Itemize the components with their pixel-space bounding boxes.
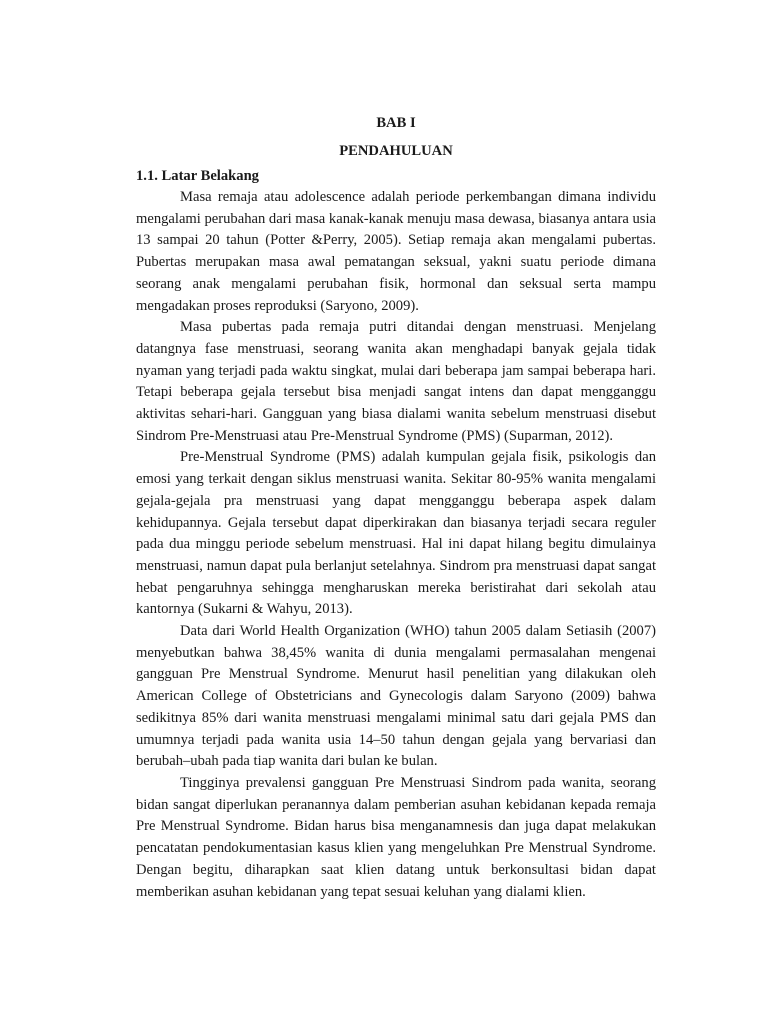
chapter-title: PENDAHULUAN (339, 143, 453, 159)
section-heading: 1.1. Latar Belakang (136, 168, 259, 184)
paragraph: Masa pubertas pada remaja putri ditandai dengan menstruasi. Menjelang datangnya fase menstruasi, seorang wanita akan menghadapi banyak gejala tidak nyaman yang terjadi pada waktu singkat, mulai dari beberapa jam sampai beberapa hari. Tetapi beberapa gejala tersebut bisa menjadi sangat intens dan dapat mengganggu aktivitas sehari-hari. Gangguan yang biasa dialami wanita sebelum menstruasi disebut Sindrom Pre-Menstruasi atau Pre-Menstrual Syndrome (PMS) (Suparman, 2012). (136, 319, 656, 444)
paragraph: Tingginya prevalensi gangguan Pre Menstruasi Sindrom pada wanita, seorang bidan sangat diperlukan peranannya dalam pemberian asuhan kebidanan kepada remaja Pre Menstrual Syndrome. Bidan harus bisa menganamnesis dan juga dapat melakukan pencatatan pendokumentasian kasus klien yang mengeluhkan Pre Menstrual Syndrome. Dengan begitu, diharapkan saat klien datang untuk berkonsultasi bidan dapat memberikan asuhan kebidanan yang tepat sesuai keluhan yang dialami klien. (136, 774, 656, 900)
paragraph: Pre-Menstrual Syndrome (PMS) adalah kumpulan gejala fisik, psikologis dan emosi yang terkait dengan siklus menstruasi wanita. Sekitar 80-95% wanita mengalami gejala-gejala pra menstruasi yang dapat mengganggu beberapa aspek dalam kehidupannya. Gejala tersebut dapat diperkirakan dan biasanya terjadi secara reguler pada dua minggu periode sebelum menstruasi. Hal ini dapat hilang begitu dimulainya menstruasi, namun dapat pula berlanjut setelahnya. Sindrom pra menstruasi dapat sangat hebat pengaruhnya sehingga mengharuskan mereka beristirahat dari sekolah atau kantornya (Sukarni & Wahyu, 2013). (136, 449, 656, 618)
paragraph: Masa remaja atau adolescence adalah periode perkembangan dimana individu mengalami perubahan dari masa kanak-kanak menuju masa dewasa, biasanya antara usia 13 sampai 20 tahun (Potter &Perry, 2005). Setiap remaja akan mengalami pubertas. Pubertas merupakan masa awal pematangan seksual, yakni suatu periode dimana seorang anak mengalami perubahan fisik, hormonal dan seksual serta mampu mengadakan proses reproduksi (Saryono, 2009). (136, 189, 656, 314)
document-page (136, 109, 656, 903)
paragraph: Data dari World Health Organization (WHO) tahun 2005 dalam Setiasih (2007) menyebutkan bahwa 38,45% wanita di dunia mengalami permasalahan mengenai gangguan Pre Menstrual Syndrome. Menurut hasil penelitian yang dilakukan oleh American College of Obstetricians and Gynecologis dalam Saryono (2009) bahwa sedikitnya 85% dari wanita menstruasi mengalami minimal satu dari gejala PMS dan umumnya terjadi pada wanita usia 14–50 tahun dengan gejala yang bervariasi dan berubah–ubah pada tiap wanita dari bulan ke bulan. (136, 623, 656, 770)
chapter-number: BAB I (376, 115, 416, 131)
